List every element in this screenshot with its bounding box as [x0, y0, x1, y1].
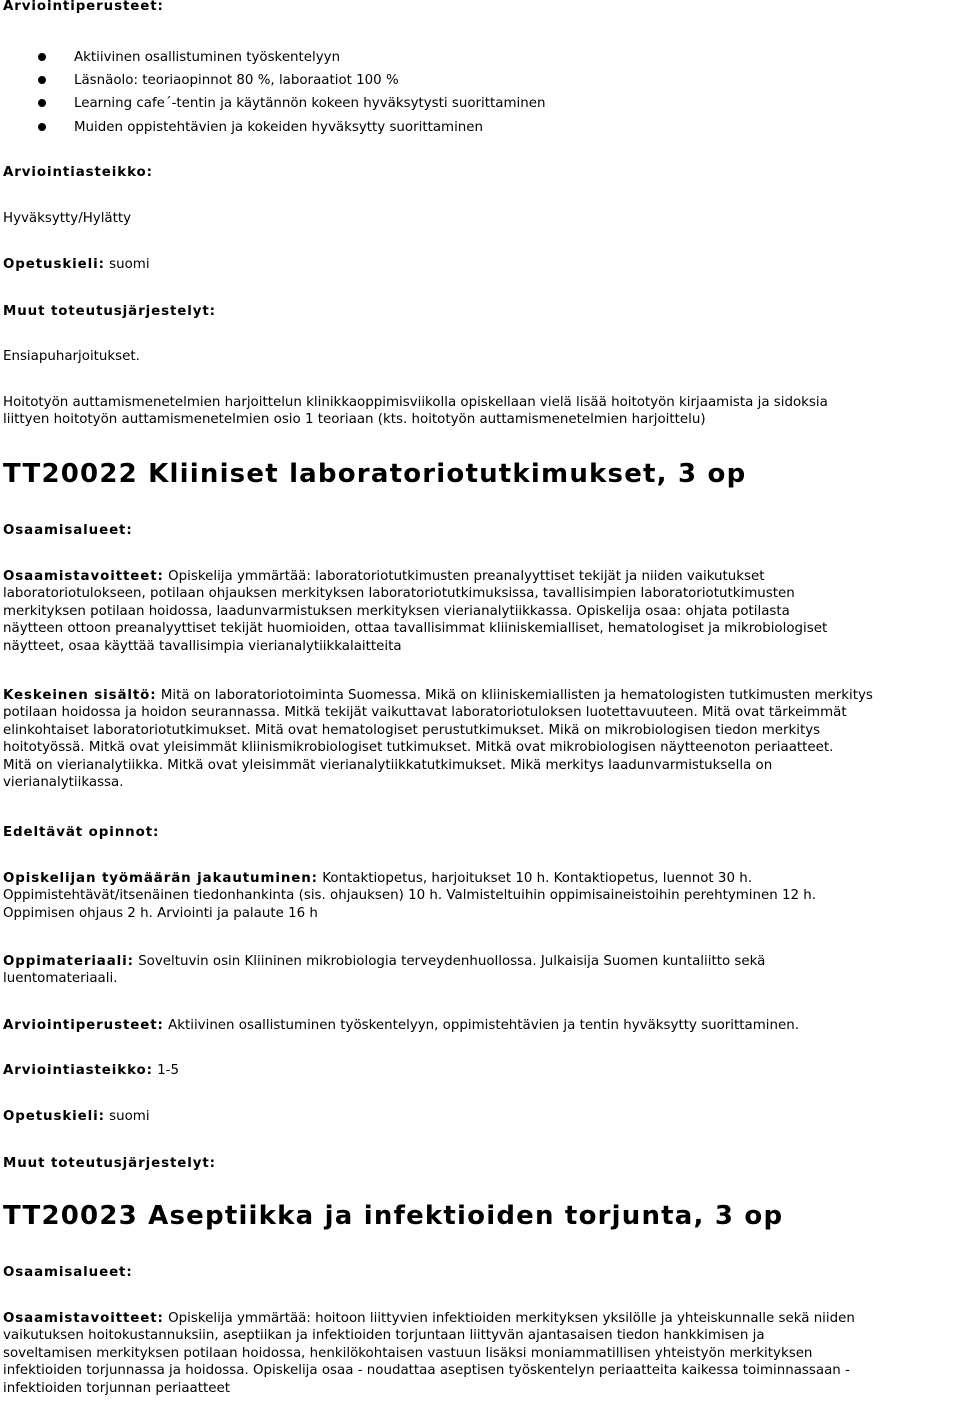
list-item: Aktiivinen osallistuminen työskentelyyn — [0, 46, 545, 69]
course2-osaamisalueet: Osaamisalueet: — [3, 1265, 133, 1280]
course2-title: TT20023 Aseptiikka ja infektioiden torjunta, 3 op — [3, 1201, 784, 1231]
bullet-icon — [38, 53, 46, 61]
list-item: Learning cafe´-tentin ja käytännön kokeen hyväksytysti suorittaminen — [0, 92, 545, 115]
course1-edeltavat: Edeltävät opinnot: — [3, 825, 160, 840]
course1-tyomaara: Opiskelijan työmäärän jakautuminen: Kontaktiopetus, harjoitukset 10 h. Kontaktiopetus, luennot 30 h. Oppimistehtävät/itsenäinen tiedonhankinta (sis. ohjauksen) 10 h. Valmisteltuihin oppimisaineistoihin perehtyminen 12 h. Oppimisen ohjaus 2 h. Arviointi ja palaute 16 h — [3, 871, 817, 921]
perusteet-heading-1: Arviointiperusteet: — [3, 0, 164, 14]
note-paragraph: Hoitotyön auttamismenetelmien harjoittelun klinikkaoppimisviikolla opiskellaan vielä lisää hoitotyön kirjaamista ja sidoksia liittyen hoitotyön auttamismenetelmien osio 1 teoriaan (kts. hoitotyön auttamismenetelmien harjoittelu) — [3, 395, 828, 428]
course1-osaamisalueet: Osaamisalueet: — [3, 523, 133, 538]
course1-perusteet: Arviointiperusteet: Aktiivinen osallistuminen työskentelyyn, oppimistehtävien ja tentin hyväksytty suorittaminen. — [3, 1018, 799, 1033]
criteria-list — [0, 46, 545, 139]
course1-tavoitteet: Osaamistavoitteet: Opiskelija ymmärtää: laboratoriotutkimusten preanalyyttiset tekijät ja niiden vaikutukset laboratoriotulokseen, potilaan ohjauksen merkityksen laboratoriotutkimuksissa, tavallisimpien laboratoriotutkimusten merkityksen potilaan hoidossa, laadunvarmistuksen merkityksen vierianalytiikkassa. Opiskelija osaa: ohjata potilasta näytteen ottoon preanalyyttiset tekijät huomioiden, ottaa tavallisimmat kliiniskemialliset, hematologiset ja mikrobiologiset näytteet, osaa käyttää tavallisimpia vierianalytiikkalaitteita — [3, 569, 828, 654]
muut-value-1: Ensiapuharjoitukset. — [3, 349, 140, 364]
list-item: Läsnäolo: teoriaopinnot 80 %, laboraatiot 100 % — [0, 69, 545, 92]
muut-heading-1: Muut toteutusjärjestelyt: — [3, 304, 216, 319]
course1-sisalto: Keskeinen sisältö: Mitä on laboratoriotoiminta Suomessa. Mikä on kliiniskemiallisten ja hematologisten tutkimusten merkitys potilaan hoidossa ja hoidon seurannassa. Mitkä tekijät vaikuttavat laboratoriotuloksen luotettavuuteen. Mitä ovat tärkeimmät elinkohtaiset laboratoriotutkimukset. Mitä ovat hematologiset perustutkimukset. Mikä on mikrobiologisen tiedon merkitys hoitotyössä. Mitkä ovat yleisimmät kliinismikrobiologiset tutkimukset. Mitkä ovat mikrobiologisen näytteenoton periaatteet. Mitä on vierianalytiikka. Mitkä ovat yleisimmät vierianalytiikkatutkimukset. Mikä merkitys laadunvarmistuksella on vierianalytiikassa. — [3, 688, 873, 791]
course1-asteikko: Arviointiasteikko: 1-5 — [3, 1063, 180, 1078]
course1-muut: Muut toteutusjärjestelyt: — [3, 1156, 216, 1171]
course1-title: TT20022 Kliiniset laboratoriotutkimukset, 3 op — [3, 459, 747, 489]
asteikko-value-1: Hyväksytty/Hylätty — [3, 211, 132, 226]
course2-tavoitteet: Osaamistavoitteet: Opiskelija ymmärtää: hoitoon liittyvien infektioiden merkityksen yksilölle ja yhteiskunnalle sekä niiden vaikutuksen hoitokustannuksiin, aseptiikan ja infektioiden torjuntaan liittyvän ajantasaisen tiedon hankkimisen ja soveltamisen merkityksen potilaan hoidossa, henkilökohtaisen vastuun lisäksi moniammatillisen yhteistyön merkityksen infektioiden torjunnassa ja hoidossa. Opiskelija osaa - noudattaa aseptisen työskentelyn periaatteita kaikessa toiminnassaan - infektioiden torjunnan periaatteet — [3, 1311, 855, 1396]
bullet-icon — [38, 123, 46, 131]
opetuskieli-1: Opetuskieli: suomi — [3, 257, 150, 272]
course1-materiaali: Oppimateriaali: Soveltuvin osin Kliininen mikrobiologia terveydenhuollossa. Julkaisija Suomen kuntaliitto sekä luentomateriaali. — [3, 954, 766, 987]
bullet-icon — [38, 99, 46, 107]
asteikko-heading-1: Arviointiasteikko: — [3, 165, 153, 180]
course1-opetuskieli: Opetuskieli: suomi — [3, 1109, 150, 1124]
bullet-icon — [38, 76, 46, 84]
list-item: Muiden oppistehtävien ja kokeiden hyväksytty suorittaminen — [0, 116, 545, 139]
